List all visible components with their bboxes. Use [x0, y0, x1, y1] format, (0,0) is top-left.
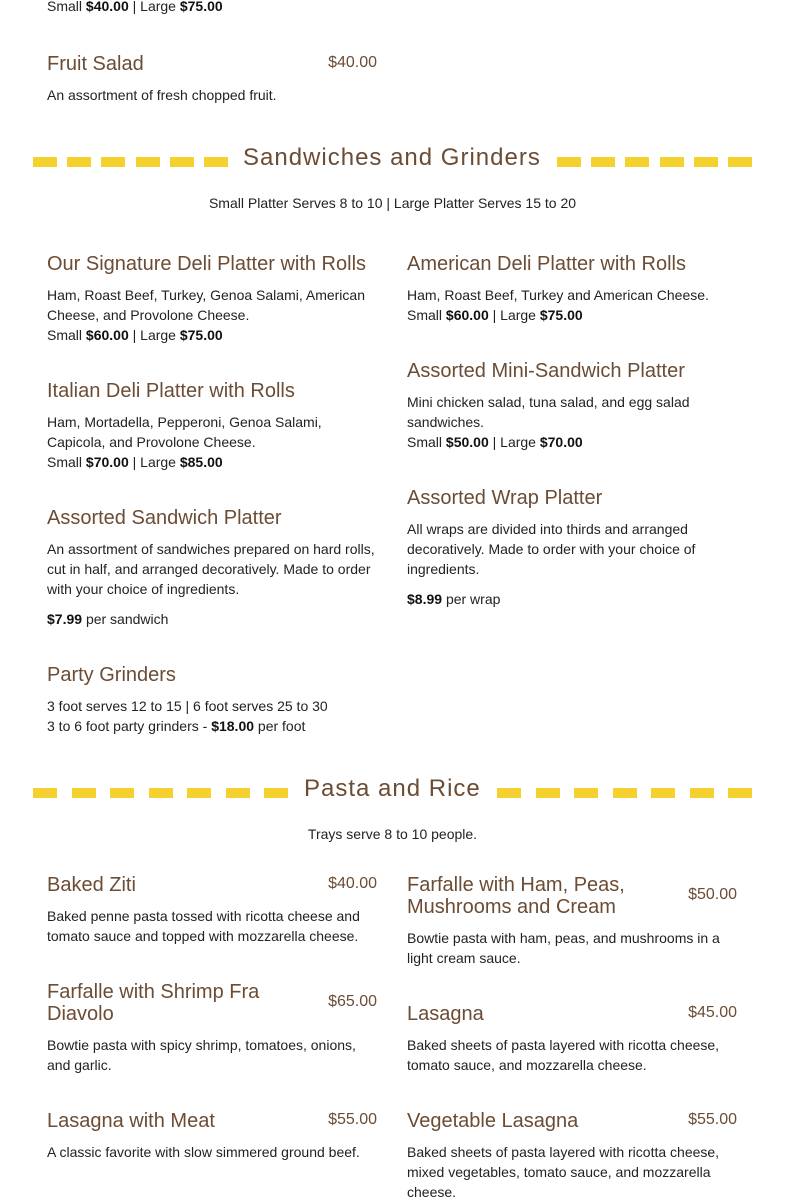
divider-dash [625, 157, 649, 167]
divider-dash [660, 157, 684, 167]
veg-lasagna-desc: Baked sheets of pasta layered with ricotta cheese, mixed vegetables, tomato sauce, and mozzarella cheese. [407, 1144, 720, 1200]
section-subtitle-sandwiches: Small Platter Serves 8 to 10 | Large Platter Serves 15 to 20 [208, 195, 577, 211]
divider-dash [557, 157, 581, 167]
party-grinders-price-line: 3 to 6 foot party grinders - $18.00 per foot [47, 718, 306, 734]
farfalle-shrimp-price: $65.00 [328, 993, 377, 1010]
divider-dash [574, 788, 598, 798]
section-title-pasta: Pasta and Rice [304, 775, 481, 802]
farfalle-ham-price: $50.00 [688, 886, 737, 903]
divider-dash [72, 788, 96, 798]
italian-deli-price-line: Small $70.00 | Large $85.00 [47, 454, 223, 470]
divider-dash [33, 788, 57, 798]
baked-ziti-price: $40.00 [328, 875, 377, 892]
fruit-salad-price: $40.00 [328, 54, 377, 71]
fruit-salad-desc: An assortment of fresh chopped fruit. [47, 87, 277, 103]
party-grinders-title: Party Grinders [47, 664, 176, 686]
lasagna-price: $45.00 [688, 1004, 737, 1021]
italian-deli-title: Italian Deli Platter with Rolls [47, 380, 295, 402]
baked-ziti-desc: Baked penne pasta tossed with ricotta cheese and tomato sauce and topped with mozzarella cheese. [47, 908, 360, 944]
signature-deli-title: Our Signature Deli Platter with Rolls [47, 253, 367, 275]
lasagna-meat-desc: A classic favorite with slow simmered ground beef. [47, 1144, 360, 1160]
divider-dash [728, 788, 752, 798]
section-title-sandwiches: Sandwiches and Grinders [243, 144, 541, 171]
divider-dash [149, 788, 173, 798]
divider-dash [613, 788, 637, 798]
farfalle-shrimp-desc: Bowtie pasta with spicy shrimp, tomatoes, onions, and garlic. [47, 1037, 356, 1073]
divider-dash [170, 157, 194, 167]
mini-sandwich-price-line: Small $50.00 | Large $70.00 [407, 434, 583, 450]
section-divider-right [497, 788, 752, 798]
section-divider-right [557, 157, 752, 167]
fruit-salad-title: Fruit Salad [47, 53, 144, 75]
baked-ziti-title: Baked Ziti [47, 874, 136, 896]
wrap-platter-price-line: $8.99 per wrap [407, 591, 501, 607]
american-deli-title: American Deli Platter with Rolls [407, 253, 686, 275]
divider-dash [101, 157, 125, 167]
american-deli-price-line: Small $60.00 | Large $75.00 [407, 307, 583, 323]
farfalle-shrimp-title: Farfalle with Shrimp Fra Diavolo [47, 981, 260, 1025]
wrap-platter-desc: All wraps are divided into thirds and arranged decoratively. Made to order with your choice of ingredients. [407, 521, 696, 577]
wrap-platter-title: Assorted Wrap Platter [407, 487, 603, 509]
divider-dash [651, 788, 675, 798]
mini-sandwich-desc: Mini chicken salad, tuna salad, and egg salad sandwiches. [407, 394, 690, 430]
american-deli-desc: Ham, Roast Beef, Turkey and American Cheese. [407, 287, 709, 303]
divider-dash [136, 157, 160, 167]
party-grinders-serves: 3 foot serves 12 to 15 | 6 foot serves 25 to 30 [47, 698, 328, 714]
prev-item-price-line: Small $40.00 | Large $75.00 [47, 0, 223, 14]
lasagna-meat-price: $55.00 [328, 1111, 377, 1128]
divider-dash [204, 157, 228, 167]
divider-dash [33, 157, 57, 167]
lasagna-meat-title: Lasagna with Meat [47, 1110, 215, 1132]
assorted-sandwich-desc: An assortment of sandwiches prepared on hard rolls, cut in half, and arranged decoratively. Made to order with your choice of ingredients. [47, 541, 375, 597]
section-divider-left [33, 788, 288, 798]
divider-dash [591, 157, 615, 167]
veg-lasagna-price: $55.00 [688, 1111, 737, 1128]
lasagna-title: Lasagna [407, 1003, 484, 1025]
divider-dash [110, 788, 134, 798]
veg-lasagna-title: Vegetable Lasagna [407, 1110, 579, 1132]
lasagna-desc: Baked sheets of pasta layered with ricotta cheese, tomato sauce, and mozzarella cheese. [407, 1037, 720, 1073]
section-divider-left [33, 157, 228, 167]
divider-dash [536, 788, 560, 798]
divider-dash [497, 788, 521, 798]
assorted-sandwich-price-line: $7.99 per sandwich [47, 611, 169, 627]
divider-dash [264, 788, 288, 798]
italian-deli-desc: Ham, Mortadella, Pepperoni, Genoa Salami, Capicola, and Provolone Cheese. [47, 414, 322, 450]
divider-dash [67, 157, 91, 167]
signature-deli-desc: Ham, Roast Beef, Turkey, Genoa Salami, American Cheese, and Provolone Cheese. [47, 287, 365, 323]
section-subtitle-pasta: Trays serve 8 to 10 people. [307, 826, 478, 842]
mini-sandwich-title: Assorted Mini-Sandwich Platter [407, 360, 685, 382]
divider-dash [728, 157, 752, 167]
farfalle-ham-title: Farfalle with Ham, Peas, Mushrooms and Cream [407, 874, 625, 918]
divider-dash [694, 157, 718, 167]
divider-dash [690, 788, 714, 798]
farfalle-ham-desc: Bowtie pasta with ham, peas, and mushrooms in a light cream sauce. [407, 930, 720, 966]
assorted-sandwich-title: Assorted Sandwich Platter [47, 507, 282, 529]
divider-dash [187, 788, 211, 798]
divider-dash [226, 788, 250, 798]
signature-deli-price-line: Small $60.00 | Large $75.00 [47, 327, 223, 343]
